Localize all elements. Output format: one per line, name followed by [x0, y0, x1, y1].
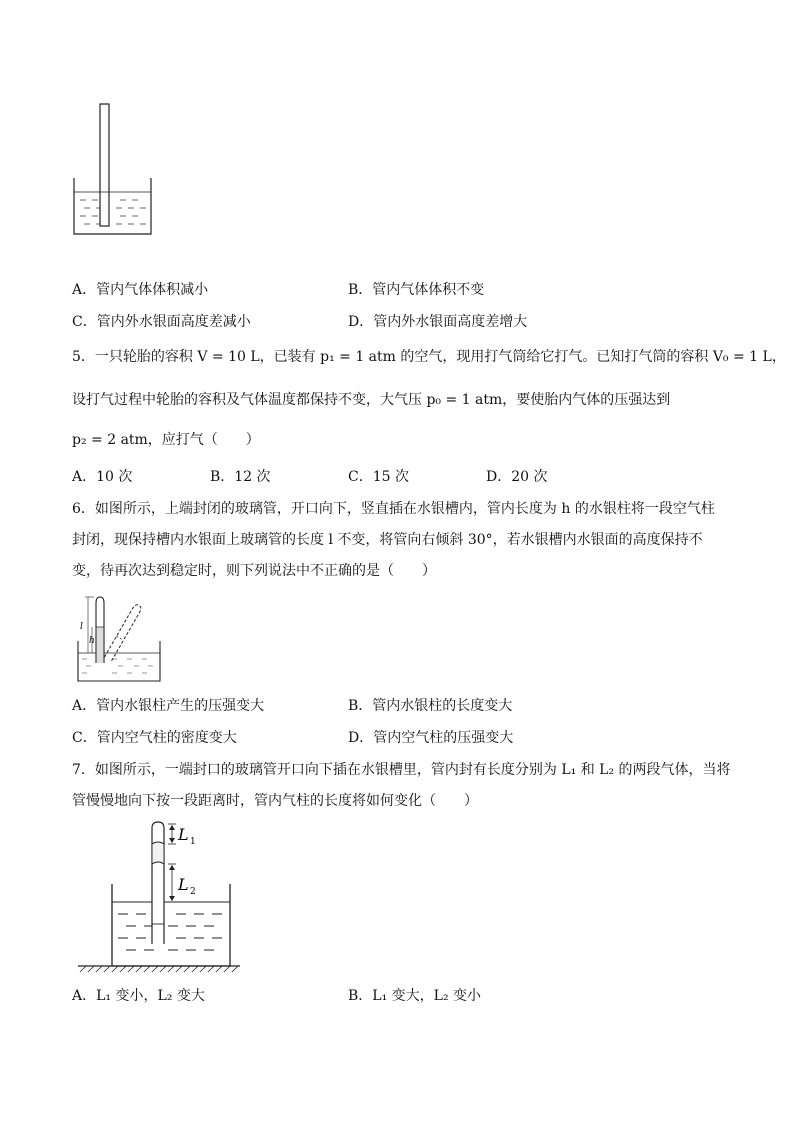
q7-figure-label-l2-sub: 2	[190, 887, 196, 897]
q6-figure	[72, 593, 172, 685]
q7-stem-line2: 管慢慢地向下按一段距离时，管内气柱的长度将如何变化（ ）	[72, 793, 478, 809]
q5-option-d[interactable]: D．20 次	[486, 469, 548, 485]
q4-option-b[interactable]: B．管内气体体积不变	[348, 282, 485, 298]
q5-stem-line2: 设打气过程中轮胎的容积及气体温度都保持不变，大气压 p₀ = 1 atm，要使胎内气体的压强达到	[72, 392, 671, 408]
q7-figure	[72, 816, 242, 976]
q5-stem-line1: 5．一只轮胎的容积 V = 10 L，已装有 p₁ = 1 atm 的空气，现用打气筒给它打气。已知打气筒的容积 V₀ = 1 L，	[72, 349, 786, 365]
q4-figure	[70, 100, 160, 240]
q7-figure-label-l2: L	[178, 875, 189, 894]
q6-option-b[interactable]: B．管内水银柱的长度变大	[348, 698, 513, 714]
q7-option-a[interactable]: A．L₁ 变小，L₂ 变大	[72, 988, 205, 1004]
q7-stem-line1: 7．如图所示，一端封口的玻璃管开口向下插在水银槽里，管内封有长度分别为 L₁ 和 L₂ 的两段气体，当将	[72, 762, 731, 778]
q7-option-b[interactable]: B．L₁ 变大，L₂ 变小	[348, 988, 482, 1004]
q6-stem-line3: 变，待再次达到稳定时，则下列说法中不正确的是（ ）	[72, 563, 436, 579]
q6-figure-label-h: h	[89, 636, 95, 646]
q4-option-c[interactable]: C．管内外水银面高度差减小	[72, 314, 251, 330]
q4-option-d[interactable]: D．管内外水银面高度差增大	[348, 314, 528, 330]
q7-figure-label-l1: L	[178, 825, 189, 844]
q5-option-a[interactable]: A．10 次	[72, 469, 133, 485]
q6-figure-label-l: l	[80, 622, 83, 632]
q4-option-a[interactable]: A．管内气体体积减小	[72, 282, 209, 298]
q6-stem-line2: 封闭，现保持槽内水银面上玻璃管的长度 l 不变，将管向右倾斜 30°，若水银槽内水银面的高度保持不	[72, 532, 703, 548]
q6-option-a[interactable]: A．管内水银柱产生的压强变大	[72, 698, 265, 714]
q5-option-c[interactable]: C．15 次	[348, 469, 409, 485]
q5-stem-line3: p₂ = 2 atm，应打气（ ）	[72, 432, 260, 448]
q5-option-b[interactable]: B．12 次	[210, 469, 271, 485]
q6-stem-line1: 6．如图所示，上端封闭的玻璃管，开口向下，竖直插在水银槽内，管内长度为 h 的水银柱将一段空气柱	[72, 501, 715, 517]
q6-option-d[interactable]: D．管内空气柱的压强变大	[348, 730, 514, 746]
q7-figure-label-l1-sub: 1	[190, 837, 196, 847]
q6-option-c[interactable]: C．管内空气柱的密度变大	[72, 730, 237, 746]
